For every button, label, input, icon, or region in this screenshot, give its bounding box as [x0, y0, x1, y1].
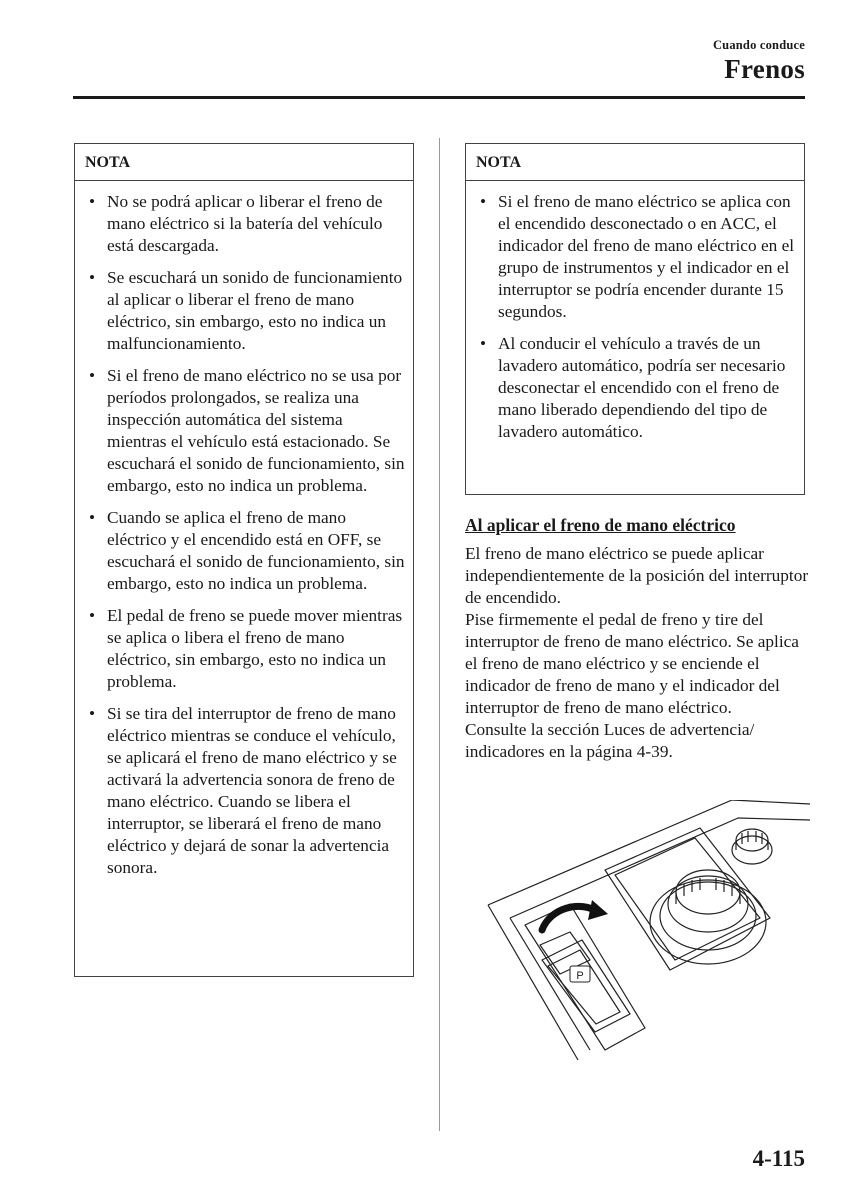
note-box-right	[465, 143, 805, 495]
note-list	[466, 181, 804, 459]
arrow-head-icon	[588, 900, 608, 920]
column-divider	[439, 138, 440, 1131]
note-item: • Al conducir el vehículo a través de un lavadero automático, podría ser necesario desconectar el encendido con el freno de mano liberado dependiendo del tipo de lavadero automático.	[474, 333, 796, 443]
note-list	[75, 181, 413, 895]
page-title: Frenos	[724, 54, 805, 84]
note-box-left	[74, 143, 414, 977]
note-item: • El pedal de freno se puede mover mientras se aplica o libera el freno de mano eléctrico, sin embargo, esto no indica un problema.	[83, 605, 405, 693]
parking-brake-switch-illustration	[470, 800, 810, 1070]
switch-symbol-label: P	[576, 970, 584, 982]
small-knob-icon	[732, 829, 772, 864]
note-heading: NOTA	[466, 144, 804, 181]
section-heading: Al aplicar el freno de mano eléctrico	[465, 515, 736, 535]
note-item: • Si el freno de mano eléctrico no se usa por períodos prolongados, se realiza una inspección automática del sistema mientras el vehículo está estacionado. Se escuchará el sonido de funcionamiento, sin embargo, esto no indica un problema.	[83, 365, 405, 497]
note-item: • No se podrá aplicar o liberar el freno de mano eléctrico si la batería del vehículo está descargada.	[83, 191, 405, 257]
body-paragraph: Consulte la sección Luces de advertencia/ indicadores en la página 4-39.	[465, 720, 755, 761]
body-paragraph: Pise firmemente el pedal de freno y tire del interruptor de freno de mano eléctrico. Se aplica el freno de mano eléctrico y se enciende el indicador de freno de mano y el indicador del interruptor de freno de mano eléctrico.	[465, 610, 799, 717]
section-body	[465, 543, 810, 763]
console-illustration-svg	[470, 800, 810, 1070]
note-item: • Cuando se aplica el freno de mano eléctrico y el encendido está en OFF, se escuchará el sonido de funcionamiento, sin embargo, esto no indica un problema.	[83, 507, 405, 595]
note-item: • Si el freno de mano eléctrico se aplica con el encendido desconectado o en ACC, el indicador del freno de mano eléctrico en el grupo de instrumentos y el indicador en el interruptor se podría encender durante 15 segundos.	[474, 191, 796, 323]
body-paragraph: El freno de mano eléctrico se puede aplicar independientemente de la posición del interruptor de encendido.	[465, 544, 809, 607]
header-section: Cuando conduce	[712, 38, 805, 52]
note-item: • Si se tira del interruptor de freno de mano eléctrico mientras se conduce el vehículo, se aplicará el freno de mano eléctrico y se activará la advertencia sonora de freno de mano eléctrico. Cuando se libera el interruptor, se liberará el freno de mano eléctrico y dejará de sonar la advertencia sonora.	[83, 703, 405, 879]
header-rule	[73, 96, 805, 99]
note-item: • Se escuchará un sonido de funcionamiento al aplicar o liberar el freno de mano eléctrico, sin embargo, esto no indica un malfuncionamiento.	[83, 267, 405, 355]
page-number: 4-115	[752, 1146, 805, 1171]
note-heading: NOTA	[75, 144, 413, 181]
